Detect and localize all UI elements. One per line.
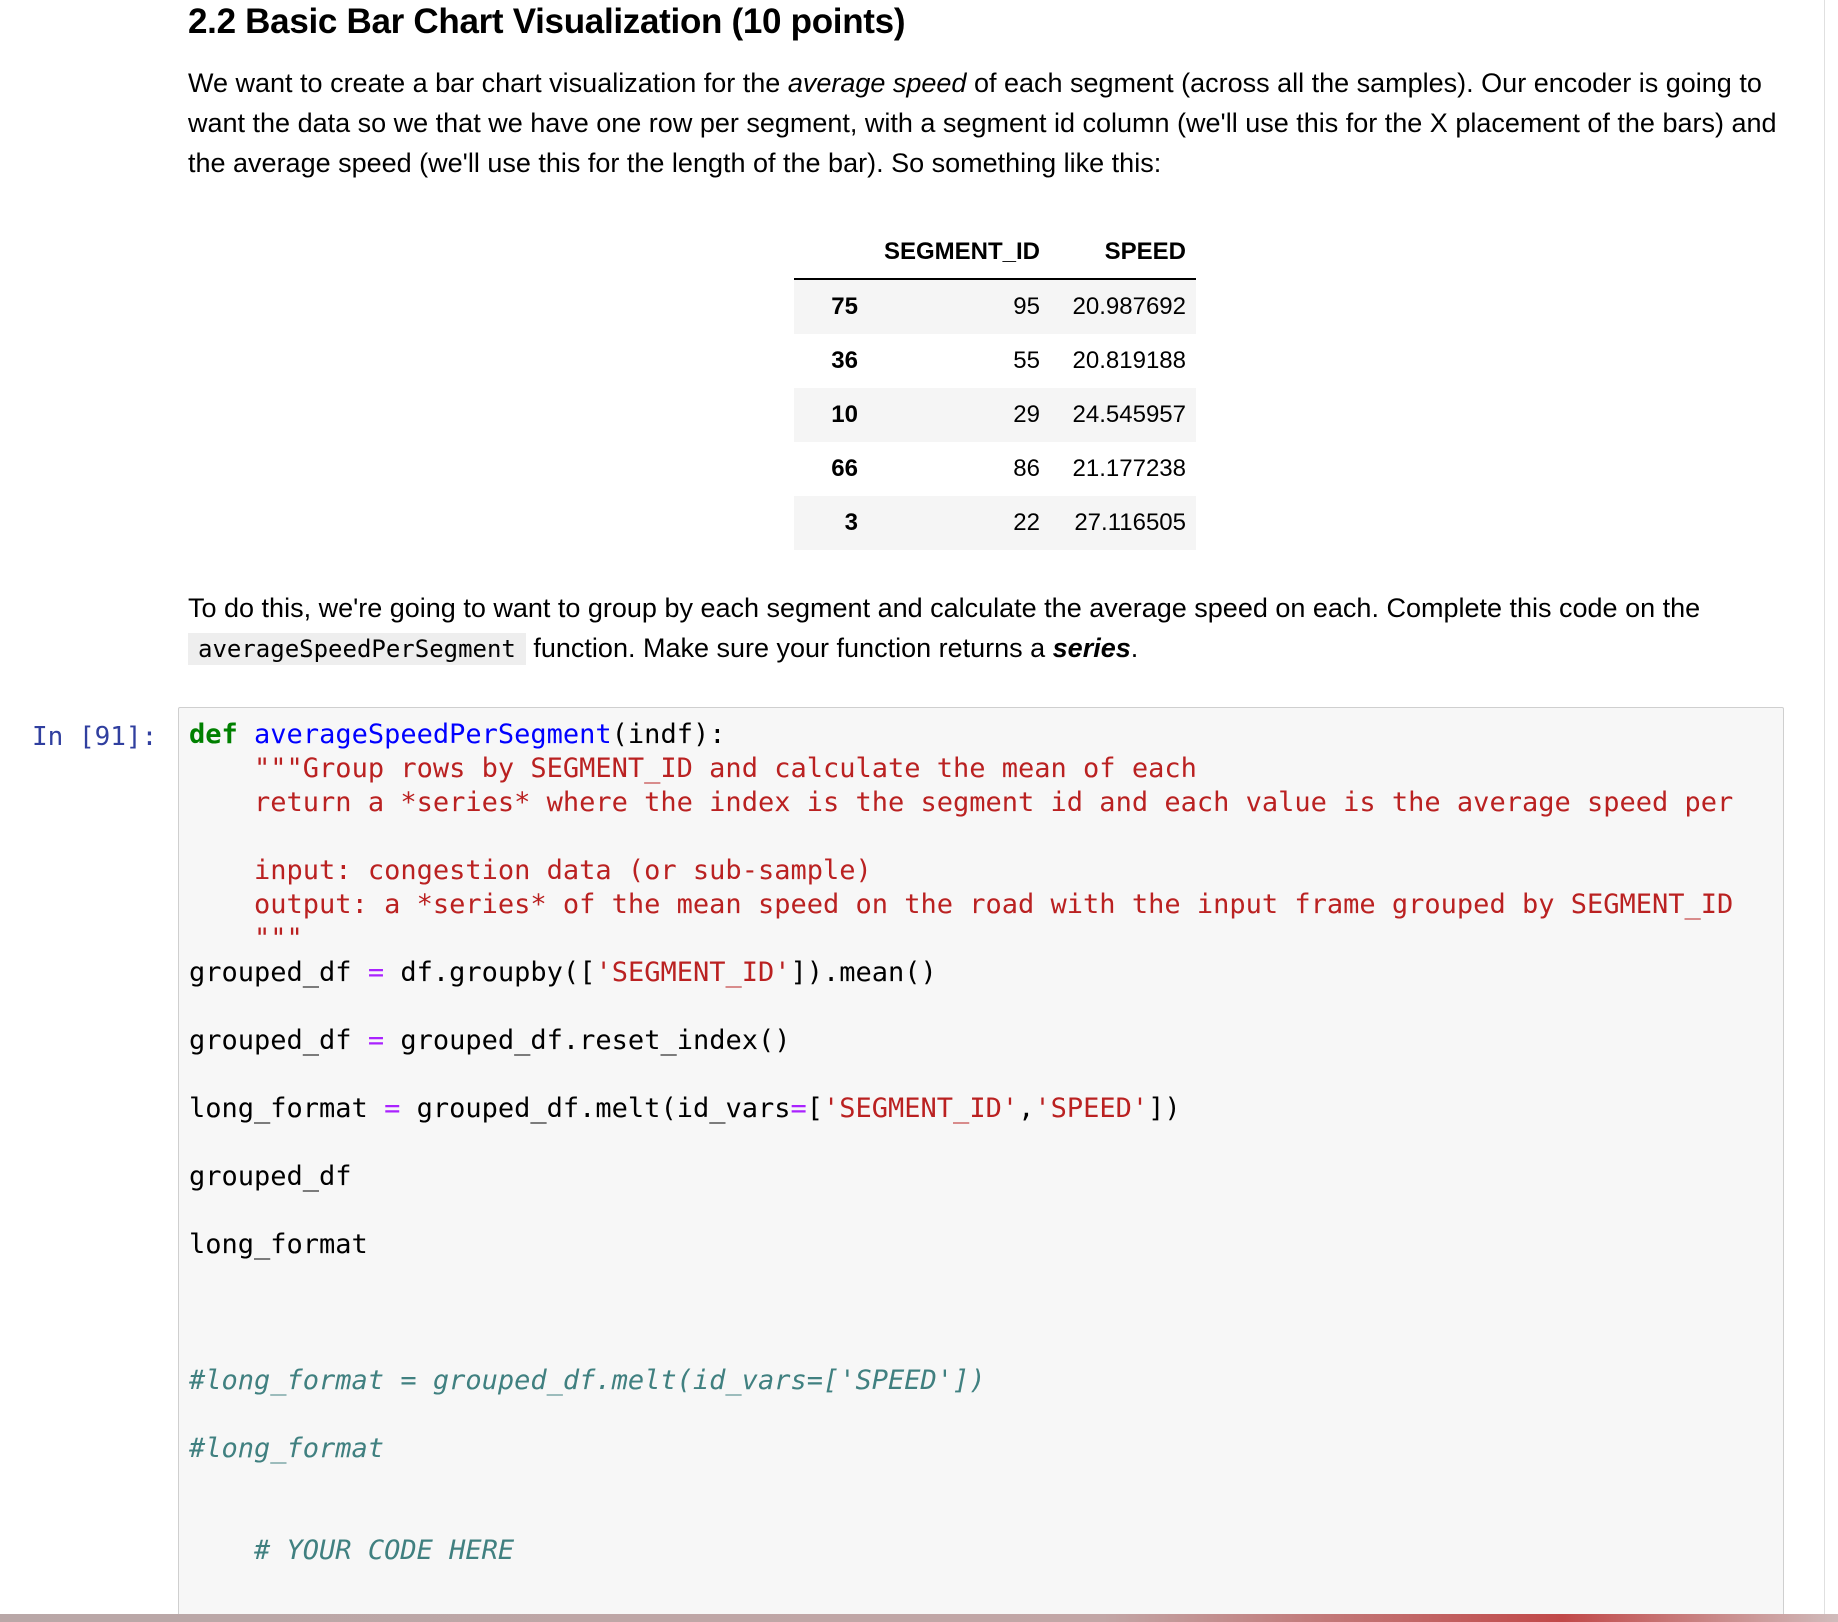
code-comment: #long_format = grouped_df.melt(id_vars=['SPEED']) [189, 1365, 986, 1396]
docstring-line: """Group rows by SEGMENT_ID and calculate the mean of each [254, 753, 1197, 784]
cell-segment-id: 29 [1013, 401, 1040, 428]
code-call-end: ]).mean() [790, 957, 937, 988]
intro-paragraph [188, 63, 1788, 183]
example-dataframe [794, 226, 1196, 550]
instruction-text-1: To do this, we're going to want to group by each segment and calculate the average speed on each. Complete this code on the [188, 593, 1701, 623]
table-row [794, 279, 1196, 334]
cell-segment-id: 86 [1013, 455, 1040, 482]
code-bracket: [ [806, 1093, 824, 1124]
cell-segment-id: 55 [1013, 347, 1040, 374]
cell-speed: 21.177238 [1072, 455, 1186, 482]
code-string: 'SEGMENT_ID' [595, 957, 791, 988]
keyword-def: def [189, 719, 238, 750]
table-row [794, 388, 1196, 442]
code-var: grouped_df [189, 1025, 352, 1056]
column-header-segment-id: SEGMENT_ID [868, 226, 1050, 279]
row-index: 10 [831, 401, 858, 428]
instruction-strong-series: series [1052, 633, 1131, 663]
cell-segment-id: 95 [1013, 293, 1040, 320]
intro-text-2: of each segment (across all the samples). Our encoder is going to want the data so we that we have one row per segment, with a segment id column (we'll use this for the X placement of the bars) and the average speed (we'll use this for the length of the bar). So something like this: [188, 68, 1777, 178]
code-comma: , [1018, 1093, 1035, 1124]
row-index: 66 [831, 455, 858, 482]
code-text[interactable] [189, 718, 1733, 1568]
instruction-text-2: function. Make sure your function returns a [525, 633, 1053, 663]
code-comment: # YOUR CODE HERE [254, 1535, 515, 1566]
inline-code-function-name: averageSpeedPerSegment [188, 633, 526, 665]
cell-speed: 24.545957 [1072, 401, 1186, 428]
docstring-line: input: congestion data (or sub-sample) [254, 855, 872, 886]
table-row [794, 496, 1196, 550]
function-name: averageSpeedPerSegment [254, 719, 612, 750]
vertical-scrollbar[interactable] [1824, 0, 1838, 1622]
code-call-end: ]) [1148, 1093, 1181, 1124]
table-row [794, 334, 1196, 388]
row-index: 75 [831, 293, 858, 320]
cell-segment-id: 22 [1013, 509, 1040, 536]
code-var: long_format [189, 1093, 368, 1124]
kwarg-op: = [790, 1093, 807, 1124]
markdown-cell [188, 0, 1788, 183]
cell-speed: 20.987692 [1072, 293, 1186, 320]
code-call: grouped_df.melt(id_vars [416, 1093, 791, 1124]
code-call: df.groupby([ [400, 957, 596, 988]
row-index: 3 [844, 509, 858, 536]
column-header-speed: SPEED [1050, 226, 1196, 279]
instruction-markdown [188, 588, 1788, 669]
cell-speed: 27.116505 [1074, 509, 1186, 536]
assign-op: = [384, 1093, 401, 1124]
assign-op: = [367, 1025, 385, 1056]
index-header [794, 226, 868, 279]
section-title: 2.2 Basic Bar Chart Visualization (10 points) [188, 2, 906, 41]
bottom-bar [0, 1614, 1838, 1622]
assign-op: = [367, 957, 385, 988]
instruction-text-3: . [1130, 633, 1139, 663]
code-line: long_format [189, 1229, 368, 1260]
docstring-line: return a *series* where the index is the segment id and each value is the average speed per [254, 787, 1734, 818]
code-comment: #long_format [189, 1433, 385, 1464]
instruction-paragraph [188, 588, 1788, 669]
row-index: 36 [831, 347, 858, 374]
code-var: grouped_df [189, 957, 352, 988]
code-string: 'SEGMENT_ID' [823, 1093, 1019, 1124]
code-call: grouped_df.reset_index() [400, 1025, 791, 1056]
docstring-end: """ [254, 923, 303, 954]
intro-text-1: We want to create a bar chart visualization for the [188, 68, 788, 98]
docstring-line: output: a *series* of the mean speed on the road with the input frame grouped by SEGMENT_ID [254, 889, 1734, 920]
table-header-row [794, 226, 1196, 279]
intro-emphasis: average speed [787, 68, 967, 98]
function-signature: (indf): [611, 719, 726, 750]
cell-speed: 20.819188 [1072, 347, 1186, 374]
code-line: grouped_df [189, 1161, 352, 1192]
table-row [794, 442, 1196, 496]
code-string: 'SPEED' [1034, 1093, 1149, 1124]
code-cell-editor[interactable] [178, 707, 1784, 1622]
cell-prompt: In [91]: [32, 722, 158, 752]
